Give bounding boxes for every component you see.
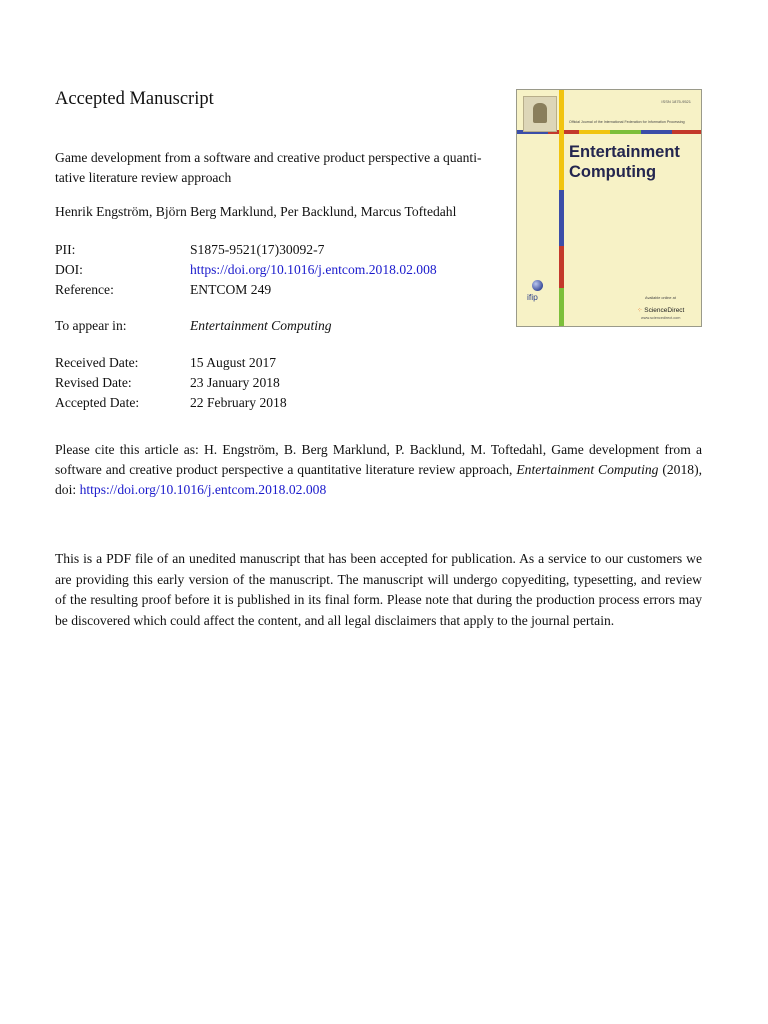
cover-stripe-red <box>559 246 564 288</box>
pii-value: S1875-9521(17)30092-7 <box>190 242 325 257</box>
manuscript-notice: This is a PDF file of an unedited manuscript that has been accepted for publication. As a service to our customers we are providing this early version of the manuscript. The manuscript will undergo copyediting, typesetting, and review of the resulting proof before it is published in its final form. Please note that during the production process errors may be discovered which could affect the content, and all legal disclaimers that apply to the journal pertain. <box>55 551 702 628</box>
accepted-value: 22 February 2018 <box>190 395 287 410</box>
cover-issn: ISSN 1875-9521 <box>661 99 691 104</box>
accepted-label: Accepted Date: <box>55 395 140 410</box>
doi-link[interactable]: https://doi.org/10.1016/j.entcom.2018.02.008 <box>190 262 437 277</box>
cover-title-line-1: Entertainment <box>569 143 680 161</box>
citation-paragraph <box>55 440 702 500</box>
doi-row <box>55 260 437 280</box>
article-authors: Henrik Engström, Björn Berg Marklund, Per Backlund, Marcus Toftedahl <box>55 204 457 219</box>
appear-journal: Entertainment Computing <box>190 318 332 333</box>
band-green <box>610 130 641 134</box>
cover-ifip: ifip <box>527 292 538 302</box>
citation-prefix: Please cite this article as: H. Engström, B. Berg Marklund, P. Backlund, M. Toftedahl, Game development from a software and creative product perspective a quantitative literature review approach, <box>55 442 702 477</box>
pii-row <box>55 240 437 260</box>
article-title-line-1: Game development from a software and creative product perspective a quanti- <box>55 150 482 165</box>
accepted-row <box>55 393 287 413</box>
appear-block <box>55 316 332 336</box>
cover-sciencedirect <box>637 306 684 314</box>
appear-label: To appear in: <box>55 318 127 333</box>
cover-available: Available online at <box>645 296 676 300</box>
band-yellow <box>579 130 610 134</box>
reference-row <box>55 280 437 300</box>
reference-label: Reference: <box>55 282 114 297</box>
citation-journal: Entertainment Computing <box>516 462 659 477</box>
sciencedirect-dots-icon: ⁘ <box>637 307 643 314</box>
cover-title-line-2: Computing <box>569 163 657 181</box>
article-title <box>55 148 510 188</box>
cover-stripe-blue <box>559 190 564 246</box>
article-title-line-2: tative literature review approach <box>55 170 232 185</box>
band-blue-2 <box>641 130 672 134</box>
cover-official-line: Official Journal of the International Federation for Information Processing <box>569 120 685 124</box>
citation-suffix: (2018), doi: <box>55 462 702 497</box>
identifiers-block <box>55 240 437 300</box>
revised-label: Revised Date: <box>55 375 132 390</box>
appear-row <box>55 316 332 336</box>
cover-url: www.sciencedirect.com <box>641 316 681 320</box>
received-value: 15 August 2017 <box>190 355 277 370</box>
cover-stripe-yellow <box>559 90 564 190</box>
received-label: Received Date: <box>55 355 139 370</box>
revised-value: 23 January 2018 <box>190 375 280 390</box>
received-row <box>55 353 287 373</box>
revised-row <box>55 373 287 393</box>
pii-label: PII: <box>55 242 76 257</box>
citation-doi-link[interactable]: https://doi.org/10.1016/j.entcom.2018.02.008 <box>79 482 327 497</box>
manuscript-header: Accepted Manuscript <box>55 89 214 109</box>
sciencedirect-label: ScienceDirect <box>644 307 685 314</box>
cover-stripe-green <box>559 288 564 327</box>
ifip-globe-icon <box>532 280 543 291</box>
doi-label: DOI: <box>55 262 83 277</box>
elsevier-logo-icon <box>523 96 557 132</box>
band-red-2 <box>672 130 702 134</box>
dates-block <box>55 353 287 413</box>
cover-title <box>569 142 680 182</box>
reference-value: ENTCOM 249 <box>190 282 272 297</box>
journal-cover <box>516 89 702 327</box>
